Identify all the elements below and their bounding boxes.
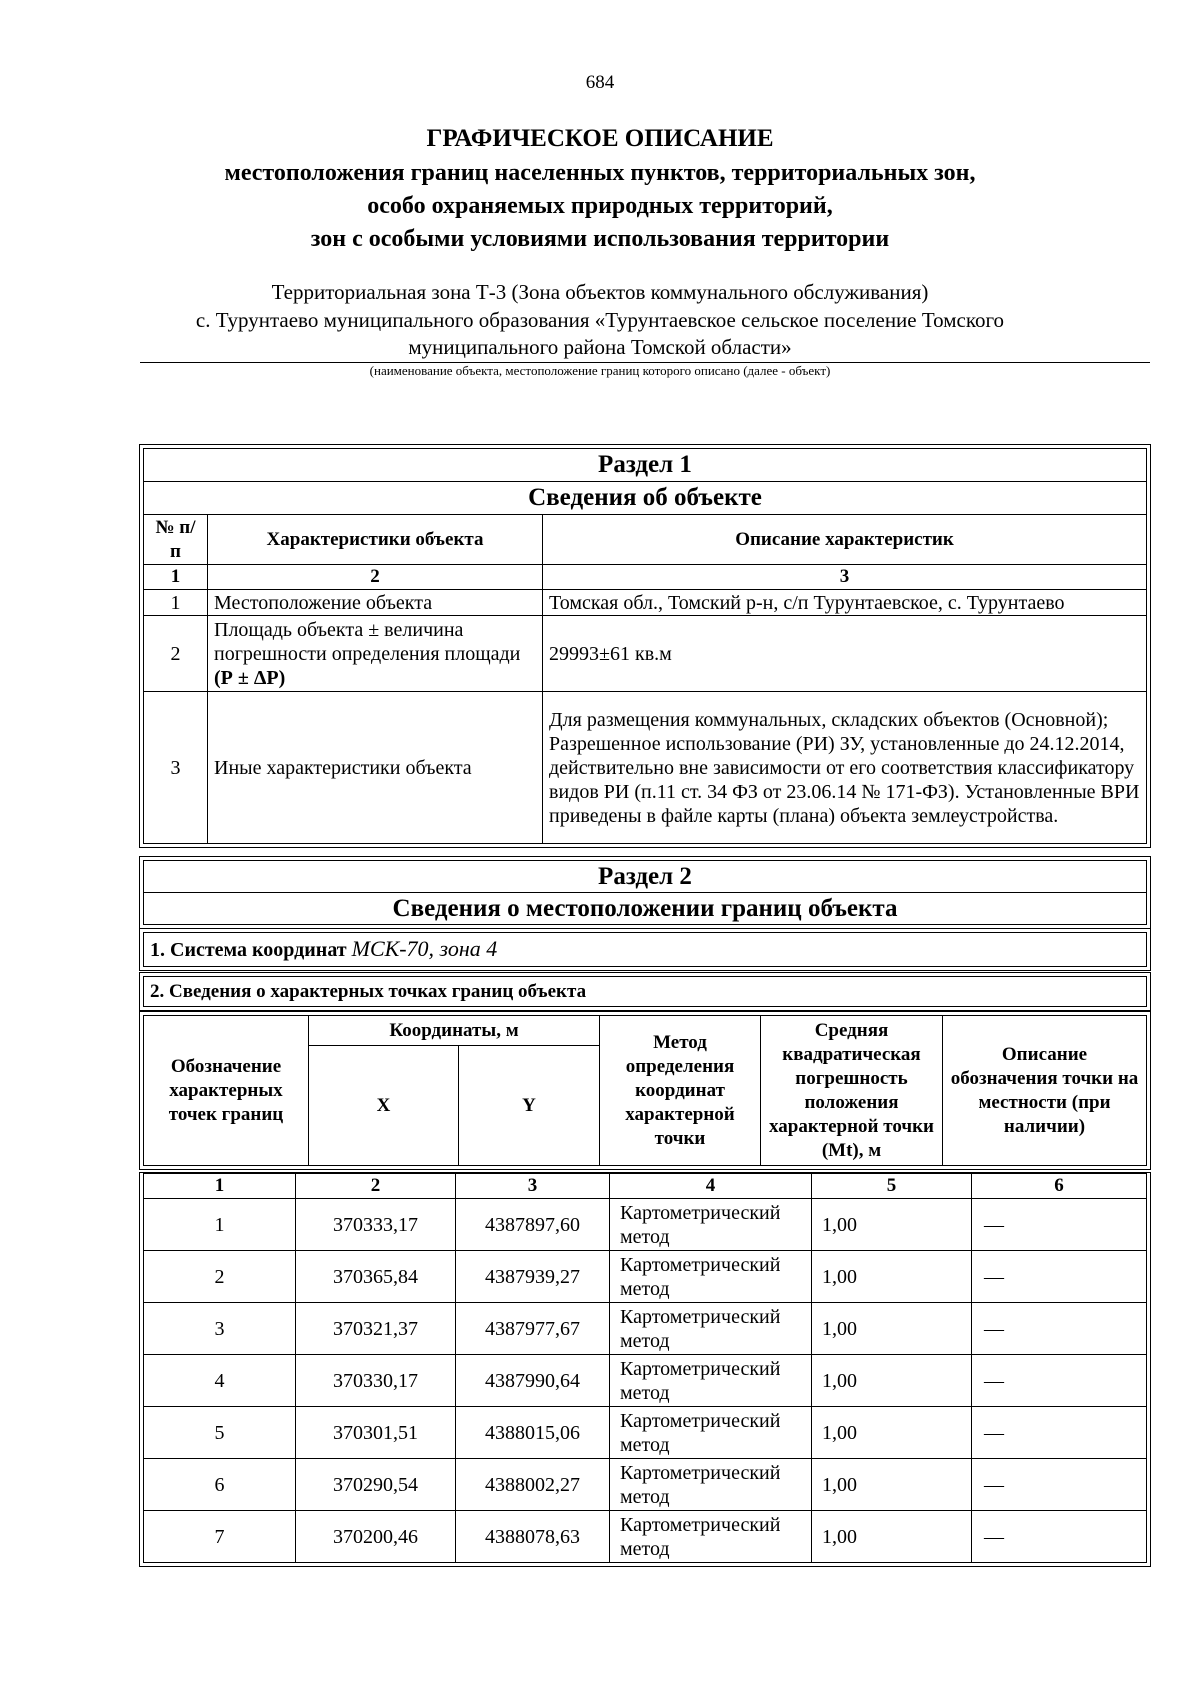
header-x: X [309, 1046, 459, 1166]
row-num: 1 [144, 590, 208, 616]
point-method: Картометрический метод [610, 1303, 812, 1355]
header-characteristic: Характеристики объекта [208, 515, 543, 565]
points-table [143, 1173, 1147, 1563]
coord-system-row [144, 933, 1147, 967]
row-characteristic: Местоположение объекта [208, 590, 543, 616]
points-header-table [143, 1015, 1147, 1166]
document-title: ГРАФИЧЕСКОЕ ОПИСАНИЕ [426, 125, 774, 152]
point-y: 4387939,27 [456, 1251, 610, 1303]
points-label-block [139, 972, 1151, 1011]
point-method: Картометрический метод [610, 1407, 812, 1459]
header-description: Описание характеристик [543, 515, 1147, 565]
point-error: 1,00 [812, 1355, 972, 1407]
header-method: Метод определения координат характерной точки [600, 1016, 761, 1166]
section1-title: Раздел 1 [144, 449, 1147, 482]
col-number: 1 [144, 565, 208, 590]
section1-subtitle: Сведения об объекте [144, 482, 1147, 515]
table-row [144, 1511, 1147, 1563]
point-y: 4387897,60 [456, 1199, 610, 1251]
point-description: — [972, 1251, 1147, 1303]
table-row [144, 590, 1147, 616]
characteristic-text: Площадь объекта ± величина погрешности определения площади [214, 618, 521, 665]
table-row [144, 1355, 1147, 1407]
header-error: Средняя квадратическая погрешность положения характерной точки (Mt), м [761, 1016, 943, 1166]
document-subtitle-line2: особо охраняемых природных территорий, [367, 193, 833, 219]
point-error: 1,00 [812, 1199, 972, 1251]
section1-table [143, 448, 1147, 844]
row-num: 2 [144, 616, 208, 692]
object-name-line1: Территориальная зона Т-3 (Зона объектов коммунального обслуживания) [271, 280, 929, 304]
header-point-description: Описание обозначения точки на местности (при наличии) [943, 1016, 1147, 1166]
point-x: 370321,37 [296, 1303, 456, 1355]
points-label: 2. Сведения о характерных точках границ объекта [144, 977, 1147, 1007]
point-error: 1,00 [812, 1303, 972, 1355]
point-error: 1,00 [812, 1251, 972, 1303]
point-error: 1,00 [812, 1459, 972, 1511]
col-number: 5 [812, 1174, 972, 1199]
points-header-block [139, 1011, 1151, 1170]
point-x: 370333,17 [296, 1199, 456, 1251]
table-row [144, 1407, 1147, 1459]
table-row [144, 616, 1147, 692]
col-number: 3 [456, 1174, 610, 1199]
point-number: 2 [144, 1251, 296, 1303]
point-number: 7 [144, 1511, 296, 1563]
point-y: 4388015,06 [456, 1407, 610, 1459]
point-description: — [972, 1407, 1147, 1459]
column-numbers-row [144, 565, 1147, 590]
point-y: 4388078,63 [456, 1511, 610, 1563]
section2-title-block [139, 856, 1151, 929]
row-description: 29993±61 кв.м [543, 616, 1147, 692]
object-name-line3: муниципального района Томской области» [408, 335, 792, 359]
row-description: Для размещения коммунальных, складских объектов (Основной); Разрешенное использование (РИ) ЗУ, установленные до 24.12.2014, действительно вне зависимости от его соответствия классификатору видов РИ (п.11 ст. 34 ФЗ от 23.06.14 № 171-ФЗ). Установленные ВРИ приведены в файле карты (плана) объекта землеустройства. [543, 692, 1147, 844]
point-description: — [972, 1355, 1147, 1407]
table-row [144, 1199, 1147, 1251]
point-number: 5 [144, 1407, 296, 1459]
section2-subtitle: Сведения о местоположении границ объекта [144, 893, 1147, 925]
point-method: Картометрический метод [610, 1355, 812, 1407]
header-y: Y [459, 1046, 600, 1166]
object-name-line2: с. Турунтаево муниципального образования «Турунтаевское сельское поселение Томского [195, 308, 1005, 332]
header-num: № п/п [144, 515, 208, 565]
point-number: 4 [144, 1355, 296, 1407]
row-num: 3 [144, 692, 208, 844]
point-description: — [972, 1511, 1147, 1563]
point-error: 1,00 [812, 1511, 972, 1563]
document-subtitle-line3: зон с особыми условиями использования территории [310, 226, 890, 252]
point-method: Картометрический метод [610, 1511, 812, 1563]
table-row [144, 1303, 1147, 1355]
point-x: 370365,84 [296, 1251, 456, 1303]
point-x: 370200,46 [296, 1511, 456, 1563]
table-row [144, 1251, 1147, 1303]
header-coordinates: Координаты, м [309, 1016, 600, 1046]
point-error: 1,00 [812, 1407, 972, 1459]
col-number: 6 [972, 1174, 1147, 1199]
header-designation: Обозначение характерных точек границ [144, 1016, 309, 1166]
point-x: 370290,54 [296, 1459, 456, 1511]
col-number: 2 [208, 565, 543, 590]
row-characteristic: Иные характеристики объекта [208, 692, 543, 844]
col-number: 2 [296, 1174, 456, 1199]
coord-system-value: МСК-70, зона 4 [351, 936, 498, 961]
point-method: Картометрический метод [610, 1199, 812, 1251]
point-method: Картометрический метод [610, 1251, 812, 1303]
point-x: 370301,51 [296, 1407, 456, 1459]
point-y: 4387977,67 [456, 1303, 610, 1355]
row-characteristic [208, 616, 543, 692]
row-description: Томская обл., Томский р-н, с/п Турунтаевское, с. Турунтаево [543, 590, 1147, 616]
point-description: — [972, 1303, 1147, 1355]
point-number: 6 [144, 1459, 296, 1511]
coord-system-block [139, 928, 1151, 971]
col-number: 4 [610, 1174, 812, 1199]
point-description: — [972, 1199, 1147, 1251]
table-row [144, 692, 1147, 844]
point-description: — [972, 1459, 1147, 1511]
point-y: 4388002,27 [456, 1459, 610, 1511]
point-y: 4387990,64 [456, 1355, 610, 1407]
coord-system-label: 1. Система координат [150, 939, 347, 961]
section2-title: Раздел 2 [144, 861, 1147, 893]
point-x: 370330,17 [296, 1355, 456, 1407]
table-row [144, 1459, 1147, 1511]
column-numbers-row [144, 1174, 1147, 1199]
points-block [139, 1172, 1151, 1567]
point-number: 1 [144, 1199, 296, 1251]
characteristic-formula: (Р ± ΔР) [214, 666, 286, 689]
col-number: 1 [144, 1174, 296, 1199]
page-number: 684 [585, 72, 615, 93]
object-name-caption: (наименование объекта, местоположение границ которого описано (далее - объект) [369, 363, 831, 378]
point-method: Картометрический метод [610, 1459, 812, 1511]
point-number: 3 [144, 1303, 296, 1355]
document-subtitle-line1: местоположения границ населенных пунктов, территориальных зон, [224, 160, 976, 186]
col-number: 3 [543, 565, 1147, 590]
section1-block [139, 444, 1151, 848]
